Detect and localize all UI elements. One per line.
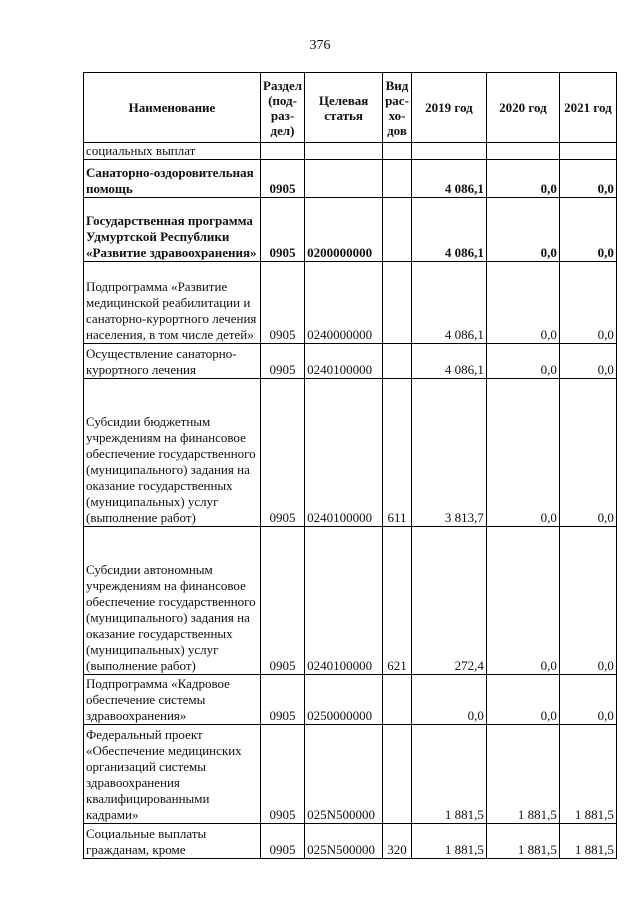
row-target: 025N500000 bbox=[305, 824, 383, 859]
header-name: Наименование bbox=[84, 73, 261, 143]
row-2021: 0,0 bbox=[559, 379, 616, 527]
row-2019: 1 881,5 bbox=[411, 725, 486, 824]
row-name: Подпрограмма «Развитие медицинской реабилитации и санаторно-курортного лечения населения, в том числе детей» bbox=[84, 262, 261, 344]
row-section: 0905 bbox=[261, 527, 305, 675]
row-2021: 0,0 bbox=[559, 198, 616, 262]
header-section-line: дел) bbox=[270, 122, 295, 138]
table-row bbox=[84, 675, 617, 725]
row-target: 0200000000 bbox=[305, 198, 383, 262]
row-name: Субсидии автономным учреждениям на финансовое обеспечение государственного (муниципального) задания на оказание государственных (муниципальных) услуг (выполнение работ) bbox=[84, 527, 261, 675]
row-2020: 0,0 bbox=[486, 198, 559, 262]
row-name: Социальные выплаты гражданам, кроме bbox=[84, 824, 261, 859]
header-type-line: дов bbox=[387, 122, 407, 138]
table-row bbox=[84, 824, 617, 859]
header-target bbox=[305, 73, 383, 143]
header-target-line: Целевая bbox=[318, 92, 369, 108]
row-section bbox=[261, 143, 305, 160]
row-target bbox=[305, 160, 383, 198]
header-row bbox=[84, 73, 617, 143]
table-row bbox=[84, 198, 617, 262]
row-target: 0240100000 bbox=[305, 379, 383, 527]
header-section-line: раз- bbox=[270, 107, 295, 123]
row-name: Осуществление санаторно-курортного лечения bbox=[84, 344, 261, 379]
row-type: 611 bbox=[383, 379, 412, 527]
header-target-line: статья bbox=[324, 107, 363, 123]
row-2019: 4 086,1 bbox=[411, 160, 486, 198]
table-row bbox=[84, 725, 617, 824]
row-name: Подпрограмма «Кадровое обеспечение системы здравоохранения» bbox=[84, 675, 261, 725]
row-2021: 0,0 bbox=[559, 262, 616, 344]
row-section: 0905 bbox=[261, 160, 305, 198]
row-2019: 272,4 bbox=[411, 527, 486, 675]
header-type-line: хо- bbox=[388, 107, 406, 123]
row-2021: 0,0 bbox=[559, 527, 616, 675]
row-type bbox=[383, 675, 412, 725]
row-2020: 0,0 bbox=[486, 344, 559, 379]
row-2020: 0,0 bbox=[486, 262, 559, 344]
row-type bbox=[383, 160, 412, 198]
row-section: 0905 bbox=[261, 725, 305, 824]
row-type bbox=[383, 725, 412, 824]
header-2021: 2021 год bbox=[559, 73, 616, 143]
row-2020: 0,0 bbox=[486, 160, 559, 198]
row-2020: 1 881,5 bbox=[486, 824, 559, 859]
header-section bbox=[261, 73, 305, 143]
budget-table bbox=[83, 72, 617, 859]
header-type-line: Вид bbox=[385, 77, 409, 93]
table-row bbox=[84, 344, 617, 379]
row-name: Государственная программа Удмуртской Республики «Развитие здравоохранения» bbox=[84, 198, 261, 262]
row-2021: 0,0 bbox=[559, 344, 616, 379]
row-target: 025N500000 bbox=[305, 725, 383, 824]
row-target: 0250000000 bbox=[305, 675, 383, 725]
row-2019: 4 086,1 bbox=[411, 344, 486, 379]
row-2020: 1 881,5 bbox=[486, 725, 559, 824]
table-row bbox=[84, 143, 617, 160]
row-target bbox=[305, 143, 383, 160]
row-target: 0240000000 bbox=[305, 262, 383, 344]
header-section-line: Раздел bbox=[263, 77, 303, 93]
row-2020: 0,0 bbox=[486, 527, 559, 675]
row-2021: 0,0 bbox=[559, 160, 616, 198]
row-2019: 3 813,7 bbox=[411, 379, 486, 527]
row-type bbox=[383, 198, 412, 262]
row-type: 621 bbox=[383, 527, 412, 675]
row-target: 0240100000 bbox=[305, 527, 383, 675]
header-type bbox=[383, 73, 412, 143]
row-2020 bbox=[486, 143, 559, 160]
header-section-line: (под- bbox=[268, 92, 297, 108]
header-2020: 2020 год bbox=[486, 73, 559, 143]
row-type: 320 bbox=[383, 824, 412, 859]
table-row bbox=[84, 160, 617, 198]
row-2019 bbox=[411, 143, 486, 160]
row-name: Субсидии бюджетным учреждениям на финансовое обеспечение государственного (муниципального) задания на оказание государственных (муниципальных) услуг (выполнение работ) bbox=[84, 379, 261, 527]
row-section: 0905 bbox=[261, 675, 305, 725]
row-2020: 0,0 bbox=[486, 379, 559, 527]
row-section: 0905 bbox=[261, 344, 305, 379]
row-section: 0905 bbox=[261, 379, 305, 527]
row-name: Санаторно-оздоровительная помощь bbox=[84, 160, 261, 198]
row-type bbox=[383, 143, 412, 160]
header-2019: 2019 год bbox=[411, 73, 486, 143]
row-type bbox=[383, 344, 412, 379]
row-type bbox=[383, 262, 412, 344]
row-2019: 1 881,5 bbox=[411, 824, 486, 859]
row-2021: 0,0 bbox=[559, 675, 616, 725]
row-2019: 4 086,1 bbox=[411, 262, 486, 344]
table-row bbox=[84, 262, 617, 344]
row-section: 0905 bbox=[261, 198, 305, 262]
row-2019: 0,0 bbox=[411, 675, 486, 725]
page-number: 376 bbox=[309, 38, 331, 53]
row-2021: 1 881,5 bbox=[559, 725, 616, 824]
header-type-line: рас- bbox=[385, 92, 409, 108]
row-target: 0240100000 bbox=[305, 344, 383, 379]
row-name: Федеральный проект «Обеспечение медицинских организаций системы здравоохранения квалифицированными кадрами» bbox=[84, 725, 261, 824]
row-section: 0905 bbox=[261, 262, 305, 344]
row-section: 0905 bbox=[261, 824, 305, 859]
row-2019: 4 086,1 bbox=[411, 198, 486, 262]
table-row bbox=[84, 379, 617, 527]
row-2021: 1 881,5 bbox=[559, 824, 616, 859]
row-2021 bbox=[559, 143, 616, 160]
table-row bbox=[84, 527, 617, 675]
row-name: социальных выплат bbox=[84, 143, 261, 160]
row-2020: 0,0 bbox=[486, 675, 559, 725]
